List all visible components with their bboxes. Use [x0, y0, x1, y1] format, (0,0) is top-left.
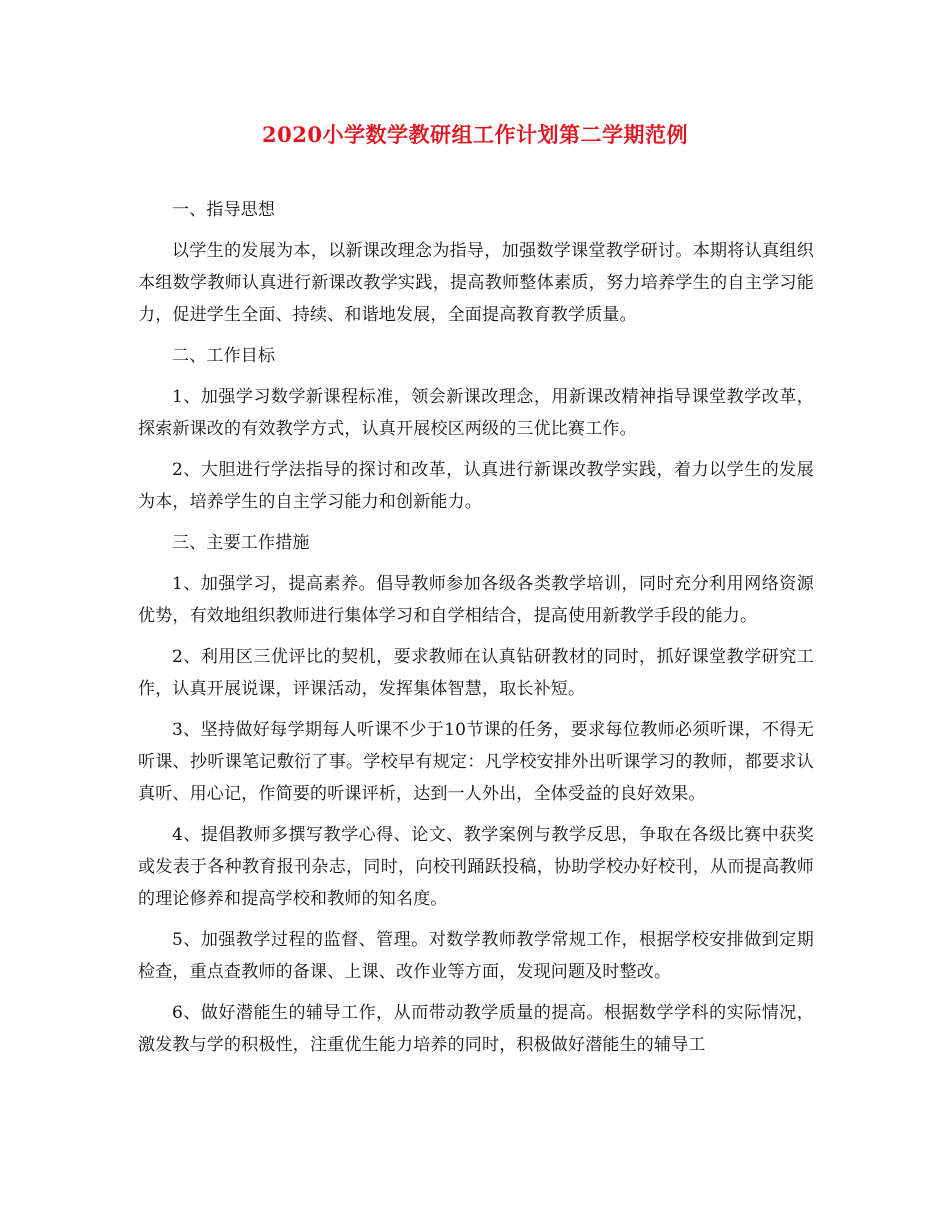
section-heading-guiding: 一、指导思想 — [172, 200, 276, 220]
paragraph-measure-1: 1、加强学习，提高素养。倡导教师参加各级各类教学培训，同时充分利用网络资源优势，有效地组织教师进行集体学习和自学相结合，提高使用新教学手段的能力。 — [138, 574, 814, 626]
paragraph-measure-3: 3、坚持做好每学期每人听课不少于10节课的任务，要求每位教师必须听课，不得无听课、抄听课笔记敷衍了事。学校早有规定：凡学校安排外出听课学习的教师，都要求认真听、用心记，作简要的听课评析，达到一人外出，全体受益的良好效果。 — [138, 720, 814, 804]
paragraph-measure-5: 5、加强教学过程的监督、管理。对数学教师教学常规工作，根据学校安排做到定期检查，重点查教师的备课、上课、改作业等方面，发现问题及时整改。 — [138, 930, 814, 982]
paragraph-goal-2: 2、大胆进行学法指导的探讨和改革，认真进行新课改教学实践，着力以学生的发展为本，培养学生的自主学习能力和创新能力。 — [138, 460, 814, 512]
paragraph-measure-2: 2、利用区三优评比的契机，要求教师在认真钻研教材的同时，抓好课堂教学研究工作，认真开展说课，评课活动，发挥集体智慧，取长补短。 — [138, 647, 814, 699]
document-title: 2020小学数学教研组工作计划第二学期范例 — [262, 122, 688, 147]
paragraph-measure-6: 6、做好潜能生的辅导工作，从而带动教学质量的提高。根据数学学科的实际情况，激发教与学的积极性，注重优生能力培养的同时，积极做好潜能生的辅导工 — [138, 1003, 814, 1055]
paragraph-guiding: 以学生的发展为本，以新课改理念为指导，加强数学课堂教学研讨。本期将认真组织本组数学教师认真进行新课改教学实践，提高教师整体素质，努力培养学生的自主学习能力，促进学生全面、持续、和谐地发展，全面提高教育教学质量。 — [138, 241, 814, 325]
document-body — [138, 194, 814, 1061]
paragraph-measure-4: 4、提倡教师多撰写教学心得、论文、教学案例与教学反思，争取在各级比赛中获奖或发表于各种教育报刊杂志，同时，向校刊踊跃投稿，协助学校办好校刊，从而提高教师的理论修养和提高学校和教师的知名度。 — [138, 825, 814, 909]
section-heading-measures: 三、主要工作措施 — [172, 533, 310, 553]
section-heading-goals: 二、工作目标 — [172, 346, 276, 366]
paragraph-goal-1: 1、加强学习数学新课程标准，领会新课改理念，用新课改精神指导课堂教学改革，探索新课改的有效教学方式，认真开展校区两级的三优比赛工作。 — [138, 387, 814, 439]
